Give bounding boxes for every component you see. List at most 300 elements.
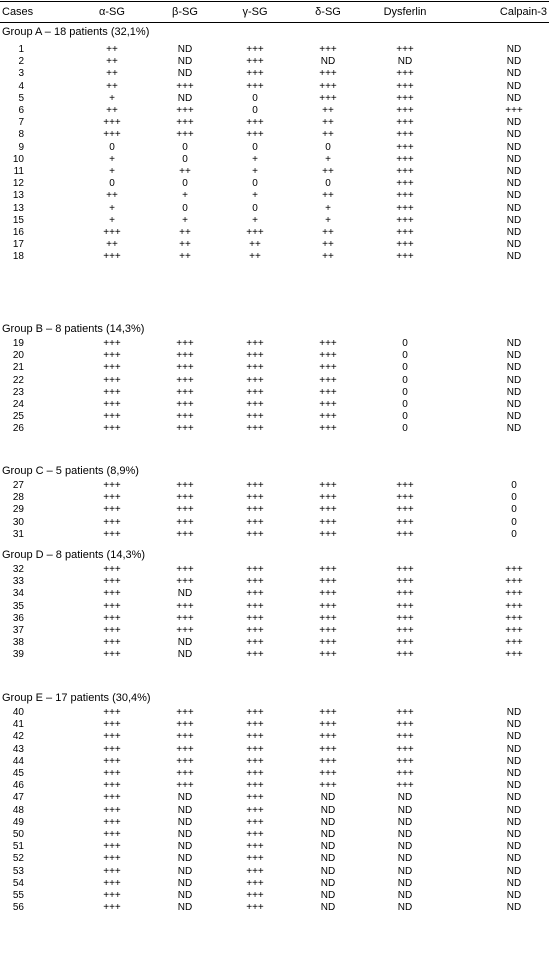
cell-gamma-sg: +++ — [246, 80, 264, 92]
case-number: 24 — [12, 399, 24, 410]
case-number: 7 — [18, 117, 24, 129]
cell-dysferlin: +++ — [396, 68, 414, 80]
cell-gamma-sg: +++ — [246, 719, 264, 731]
table-row — [0, 81, 549, 93]
table-row — [0, 178, 549, 190]
cell-dysferlin: ND — [397, 890, 413, 901]
table-row — [0, 203, 549, 215]
cell-alpha-sg: ++ — [106, 105, 118, 116]
cell-delta-sg: +++ — [319, 743, 337, 755]
cell-calpain-3: ND — [506, 731, 522, 743]
cell-delta-sg: +++ — [319, 374, 337, 386]
cell-gamma-sg: 0 — [252, 178, 258, 190]
cell-calpain-3: ND — [506, 399, 522, 410]
cell-delta-sg: ND — [320, 841, 336, 853]
cell-gamma-sg: +++ — [246, 350, 264, 362]
cell-beta-sg: ND — [177, 877, 193, 889]
cell-beta-sg: 0 — [182, 202, 188, 214]
cell-calpain-3: ND — [506, 239, 522, 251]
case-number: 10 — [12, 153, 24, 165]
cell-beta-sg: +++ — [176, 129, 194, 141]
cell-alpha-sg: +++ — [103, 853, 121, 865]
table-row — [0, 866, 549, 878]
case-number: 35 — [12, 600, 24, 612]
cell-beta-sg: ++ — [179, 227, 191, 238]
table-row — [0, 564, 549, 576]
cell-gamma-sg: +++ — [246, 804, 264, 816]
case-number: 47 — [12, 792, 24, 804]
cell-alpha-sg: + — [109, 202, 115, 214]
cell-gamma-sg: +++ — [246, 386, 264, 398]
table-row — [0, 338, 549, 350]
cell-gamma-sg: + — [252, 214, 258, 226]
cell-dysferlin: +++ — [396, 731, 414, 743]
case-number: 30 — [12, 516, 24, 528]
cell-delta-sg: +++ — [319, 576, 337, 588]
cell-gamma-sg: +++ — [246, 56, 264, 68]
cell-calpain-3: 0 — [511, 480, 517, 491]
table-row — [0, 731, 549, 743]
cell-delta-sg: ++ — [322, 239, 334, 251]
cell-gamma-sg: + — [252, 166, 258, 177]
header-rule — [0, 22, 549, 23]
cell-dysferlin: ND — [397, 902, 413, 914]
cell-gamma-sg: +++ — [246, 129, 264, 141]
cell-delta-sg: +++ — [319, 399, 337, 410]
case-number: 52 — [12, 853, 24, 865]
cell-alpha-sg: +++ — [103, 804, 121, 816]
cell-beta-sg: +++ — [176, 399, 194, 410]
cell-alpha-sg: +++ — [103, 251, 121, 263]
cell-calpain-3: ND — [506, 92, 522, 104]
cell-dysferlin: +++ — [396, 153, 414, 165]
cell-beta-sg: +++ — [176, 780, 194, 792]
cell-delta-sg: + — [325, 202, 331, 214]
cell-delta-sg: + — [325, 153, 331, 165]
case-number: 40 — [12, 707, 24, 718]
cell-gamma-sg: +++ — [246, 528, 264, 540]
table-row — [0, 517, 549, 529]
cell-alpha-sg: +++ — [103, 504, 121, 516]
cell-gamma-sg: +++ — [246, 768, 264, 779]
cell-delta-sg: ND — [320, 853, 336, 865]
cell-dysferlin: +++ — [396, 768, 414, 779]
cell-gamma-sg: +++ — [246, 865, 264, 877]
cell-delta-sg: +++ — [319, 612, 337, 624]
header-delta-sg: δ-SG — [315, 6, 341, 18]
cell-delta-sg: +++ — [319, 768, 337, 779]
cell-beta-sg: +++ — [176, 731, 194, 743]
cell-calpain-3: ND — [506, 350, 522, 362]
group-title: Group E – 17 patients (30,4%) — [2, 692, 151, 704]
cell-calpain-3: ND — [506, 829, 522, 840]
cell-gamma-sg: + — [252, 153, 258, 165]
cell-delta-sg: ND — [320, 804, 336, 816]
case-number: 46 — [12, 780, 24, 792]
cell-dysferlin: 0 — [402, 338, 408, 349]
cell-beta-sg: ND — [177, 804, 193, 816]
table-row — [0, 129, 549, 141]
cell-dysferlin: +++ — [396, 528, 414, 540]
cell-beta-sg: +++ — [176, 362, 194, 374]
cell-calpain-3: ND — [506, 117, 522, 129]
cell-calpain-3: 0 — [511, 492, 517, 504]
cell-beta-sg: +++ — [176, 80, 194, 92]
cell-calpain-3: ND — [506, 865, 522, 877]
cell-calpain-3: ND — [506, 386, 522, 398]
cell-calpain-3: ND — [506, 362, 522, 374]
cell-beta-sg: +++ — [176, 504, 194, 516]
cell-calpain-3: +++ — [505, 637, 523, 649]
table-row — [0, 902, 549, 914]
cell-delta-sg: +++ — [319, 411, 337, 423]
case-number: 49 — [12, 816, 24, 828]
cell-gamma-sg: +++ — [246, 576, 264, 588]
table-row — [0, 251, 549, 263]
cell-dysferlin: +++ — [396, 214, 414, 226]
cell-beta-sg: +++ — [176, 117, 194, 129]
cell-dysferlin: +++ — [396, 625, 414, 636]
cell-gamma-sg: +++ — [246, 480, 264, 491]
cell-dysferlin: +++ — [396, 202, 414, 214]
case-number: 2 — [18, 56, 24, 68]
cell-gamma-sg: +++ — [246, 902, 264, 914]
cell-gamma-sg: 0 — [252, 141, 258, 153]
cell-dysferlin: ND — [397, 841, 413, 853]
cell-dysferlin: +++ — [396, 227, 414, 238]
cell-calpain-3: ND — [506, 755, 522, 767]
cell-alpha-sg: +++ — [103, 227, 121, 238]
cell-dysferlin: +++ — [396, 492, 414, 504]
cell-beta-sg: ND — [177, 649, 193, 661]
cell-calpain-3: ND — [506, 56, 522, 68]
cell-calpain-3: ND — [506, 178, 522, 190]
cell-dysferlin: +++ — [396, 612, 414, 624]
case-number: 18 — [12, 251, 24, 263]
header-dysferlin: Dysferlin — [383, 6, 427, 18]
cell-beta-sg: ++ — [179, 251, 191, 263]
cell-gamma-sg: +++ — [246, 423, 264, 435]
cell-dysferlin: 0 — [402, 362, 408, 374]
cell-beta-sg: ND — [177, 637, 193, 649]
cell-calpain-3: ND — [506, 141, 522, 153]
cell-gamma-sg: +++ — [246, 637, 264, 649]
case-number: 44 — [12, 755, 24, 767]
cell-calpain-3: +++ — [505, 105, 523, 116]
cell-calpain-3: ND — [506, 227, 522, 238]
cell-dysferlin: +++ — [396, 743, 414, 755]
cell-gamma-sg: +++ — [246, 117, 264, 129]
cell-alpha-sg: +++ — [103, 890, 121, 901]
table-row — [0, 625, 549, 637]
cell-beta-sg: ND — [177, 792, 193, 804]
cell-gamma-sg: +++ — [246, 816, 264, 828]
cell-beta-sg: +++ — [176, 625, 194, 636]
case-number: 26 — [12, 423, 24, 435]
cell-beta-sg: +++ — [176, 768, 194, 779]
cell-calpain-3: ND — [506, 190, 522, 202]
cell-dysferlin: 0 — [402, 386, 408, 398]
case-number: 36 — [12, 612, 24, 624]
table-row — [0, 399, 549, 411]
header-gamma-sg: γ-SG — [242, 6, 268, 18]
cell-delta-sg: +++ — [319, 649, 337, 661]
cell-delta-sg: +++ — [319, 564, 337, 575]
cell-beta-sg: ND — [177, 92, 193, 104]
cell-beta-sg: +++ — [176, 707, 194, 718]
cell-alpha-sg: + — [109, 153, 115, 165]
cell-beta-sg: ND — [177, 68, 193, 80]
group-title: Group D – 8 patients (14,3%) — [2, 549, 146, 561]
cell-delta-sg: ++ — [322, 117, 334, 129]
table-row — [0, 423, 549, 435]
cell-beta-sg: + — [182, 190, 188, 202]
cell-delta-sg: +++ — [319, 528, 337, 540]
cell-alpha-sg: +++ — [103, 411, 121, 423]
table-row — [0, 93, 549, 105]
cell-delta-sg: +++ — [319, 362, 337, 374]
cell-dysferlin: ND — [397, 829, 413, 840]
case-number: 22 — [12, 374, 24, 386]
cell-gamma-sg: + — [252, 190, 258, 202]
cell-delta-sg: +++ — [319, 44, 337, 55]
cell-dysferlin: +++ — [396, 105, 414, 116]
cell-alpha-sg: +++ — [103, 480, 121, 491]
cell-calpain-3: +++ — [505, 612, 523, 624]
cell-beta-sg: 0 — [182, 178, 188, 190]
table-row — [0, 878, 549, 890]
case-number: 11 — [13, 166, 24, 177]
case-number: 20 — [12, 350, 24, 362]
cell-calpain-3: ND — [506, 44, 522, 55]
cell-beta-sg: ND — [177, 588, 193, 600]
cell-calpain-3: ND — [506, 129, 522, 141]
cell-gamma-sg: +++ — [246, 504, 264, 516]
case-number: 55 — [12, 890, 24, 901]
table-row — [0, 768, 549, 780]
cell-alpha-sg: +++ — [103, 576, 121, 588]
case-number: 13 — [12, 202, 24, 214]
cell-beta-sg: 0 — [182, 153, 188, 165]
cell-gamma-sg: +++ — [246, 649, 264, 661]
cell-alpha-sg: +++ — [103, 600, 121, 612]
table-row — [0, 142, 549, 154]
cell-calpain-3: ND — [506, 853, 522, 865]
cell-beta-sg: + — [182, 214, 188, 226]
cell-calpain-3: ND — [506, 423, 522, 435]
cell-alpha-sg: +++ — [103, 780, 121, 792]
cell-delta-sg: ND — [320, 865, 336, 877]
table-row — [0, 817, 549, 829]
case-number: 16 — [12, 227, 24, 238]
cell-delta-sg: +++ — [319, 92, 337, 104]
top-rule — [0, 1, 549, 2]
table-row — [0, 239, 549, 251]
cell-dysferlin: +++ — [396, 576, 414, 588]
cell-alpha-sg: ++ — [106, 239, 118, 251]
cell-delta-sg: ND — [320, 829, 336, 840]
cell-gamma-sg: +++ — [246, 399, 264, 410]
cell-calpain-3: ND — [506, 411, 522, 423]
cell-alpha-sg: +++ — [103, 902, 121, 914]
cell-dysferlin: 0 — [402, 374, 408, 386]
case-number: 21 — [12, 362, 24, 374]
cell-beta-sg: ND — [177, 841, 193, 853]
case-number: 23 — [12, 386, 24, 398]
cell-alpha-sg: ++ — [106, 68, 118, 80]
cell-alpha-sg: +++ — [103, 816, 121, 828]
table-row — [0, 529, 549, 541]
cell-delta-sg: +++ — [319, 755, 337, 767]
cell-beta-sg: +++ — [176, 492, 194, 504]
cell-delta-sg: ND — [320, 877, 336, 889]
cell-beta-sg: +++ — [176, 576, 194, 588]
cell-delta-sg: +++ — [319, 80, 337, 92]
table-row — [0, 829, 549, 841]
cell-alpha-sg: +++ — [103, 338, 121, 349]
cell-dysferlin: ND — [397, 877, 413, 889]
table-row — [0, 744, 549, 756]
cell-calpain-3: ND — [506, 202, 522, 214]
case-number: 4 — [18, 80, 24, 92]
cell-alpha-sg: +++ — [103, 423, 121, 435]
table-row — [0, 227, 549, 239]
cell-alpha-sg: +++ — [103, 399, 121, 410]
cell-alpha-sg: +++ — [103, 743, 121, 755]
header-alpha-sg: α-SG — [99, 6, 125, 18]
cell-alpha-sg: +++ — [103, 649, 121, 661]
cell-beta-sg: ND — [177, 829, 193, 840]
cell-alpha-sg: ++ — [106, 190, 118, 202]
cell-calpain-3: ND — [506, 816, 522, 828]
cell-alpha-sg: ++ — [106, 44, 118, 55]
cell-calpain-3: ND — [506, 768, 522, 779]
cell-gamma-sg: +++ — [246, 731, 264, 743]
case-number: 48 — [12, 804, 24, 816]
cell-beta-sg: +++ — [176, 480, 194, 491]
cell-delta-sg: ++ — [322, 227, 334, 238]
case-number: 27 — [12, 480, 24, 491]
cell-alpha-sg: +++ — [103, 841, 121, 853]
cell-alpha-sg: +++ — [103, 117, 121, 129]
cell-gamma-sg: +++ — [246, 743, 264, 755]
cell-alpha-sg: +++ — [103, 768, 121, 779]
cell-alpha-sg: ++ — [106, 56, 118, 68]
cell-alpha-sg: +++ — [103, 731, 121, 743]
cell-dysferlin: +++ — [396, 480, 414, 491]
cell-alpha-sg: +++ — [103, 707, 121, 718]
table-row — [0, 637, 549, 649]
cell-calpain-3: ND — [506, 166, 522, 177]
case-number: 42 — [12, 731, 24, 743]
cell-calpain-3: ND — [506, 719, 522, 731]
case-number: 15 — [12, 214, 24, 226]
cell-alpha-sg: +++ — [103, 564, 121, 575]
case-number: 1 — [18, 44, 24, 55]
case-number: 45 — [12, 768, 24, 779]
case-number: 17 — [12, 239, 24, 251]
cell-beta-sg: ND — [177, 816, 193, 828]
cell-calpain-3: +++ — [505, 625, 523, 636]
cell-dysferlin: +++ — [396, 780, 414, 792]
table-row — [0, 649, 549, 661]
cell-gamma-sg: 0 — [252, 105, 258, 116]
cell-calpain-3: ND — [506, 877, 522, 889]
case-number: 29 — [12, 504, 24, 516]
table-row — [0, 890, 549, 902]
cell-alpha-sg: +++ — [103, 755, 121, 767]
cell-delta-sg: +++ — [319, 625, 337, 636]
case-number: 9 — [18, 141, 24, 153]
case-number: 5 — [18, 92, 24, 104]
cell-dysferlin: +++ — [396, 600, 414, 612]
cell-delta-sg: ++ — [322, 105, 334, 116]
case-number: 28 — [12, 492, 24, 504]
table-row — [0, 105, 549, 117]
cell-beta-sg: +++ — [176, 423, 194, 435]
cell-dysferlin: +++ — [396, 129, 414, 141]
cell-dysferlin: +++ — [396, 637, 414, 649]
cell-beta-sg: +++ — [176, 386, 194, 398]
cell-delta-sg: 0 — [325, 141, 331, 153]
cell-alpha-sg: +++ — [103, 528, 121, 540]
cell-calpain-3: ND — [506, 804, 522, 816]
table-row — [0, 588, 549, 600]
group-title: Group C – 5 patients (8,9%) — [2, 465, 139, 477]
cell-delta-sg: ++ — [322, 251, 334, 263]
cell-dysferlin: +++ — [396, 564, 414, 575]
cell-beta-sg: ND — [177, 44, 193, 55]
cell-gamma-sg: +++ — [246, 841, 264, 853]
table-row — [0, 56, 549, 68]
cell-beta-sg: +++ — [176, 600, 194, 612]
cell-delta-sg: +++ — [319, 707, 337, 718]
case-number: 41 — [12, 719, 24, 731]
cell-beta-sg: ND — [177, 890, 193, 901]
cell-delta-sg: ++ — [322, 190, 334, 202]
table-row — [0, 387, 549, 399]
group-title: Group B – 8 patients (14,3%) — [2, 323, 145, 335]
case-number: 12 — [12, 178, 24, 190]
cell-gamma-sg: +++ — [246, 362, 264, 374]
cell-gamma-sg: 0 — [252, 202, 258, 214]
cell-delta-sg: + — [325, 214, 331, 226]
cell-calpain-3: ND — [506, 214, 522, 226]
cell-beta-sg: ++ — [179, 166, 191, 177]
case-number: 54 — [12, 877, 24, 889]
cell-beta-sg: +++ — [176, 516, 194, 528]
group-title: Group A – 18 patients (32,1%) — [2, 26, 150, 38]
cell-gamma-sg: +++ — [246, 227, 264, 238]
cell-beta-sg: +++ — [176, 338, 194, 349]
header-beta-sg: β-SG — [172, 6, 198, 18]
case-number: 6 — [18, 105, 24, 116]
cell-dysferlin: +++ — [396, 707, 414, 718]
cell-dysferlin: ND — [397, 792, 413, 804]
cell-delta-sg: +++ — [319, 504, 337, 516]
cell-alpha-sg: + — [109, 92, 115, 104]
table-row — [0, 492, 549, 504]
cell-delta-sg: ND — [320, 792, 336, 804]
case-number: 56 — [12, 902, 24, 914]
case-number: 3 — [18, 68, 24, 80]
cell-beta-sg: +++ — [176, 105, 194, 116]
cell-gamma-sg: +++ — [246, 707, 264, 718]
cell-gamma-sg: 0 — [252, 92, 258, 104]
table-row — [0, 166, 549, 178]
cell-calpain-3: +++ — [505, 588, 523, 600]
cell-alpha-sg: + — [109, 214, 115, 226]
